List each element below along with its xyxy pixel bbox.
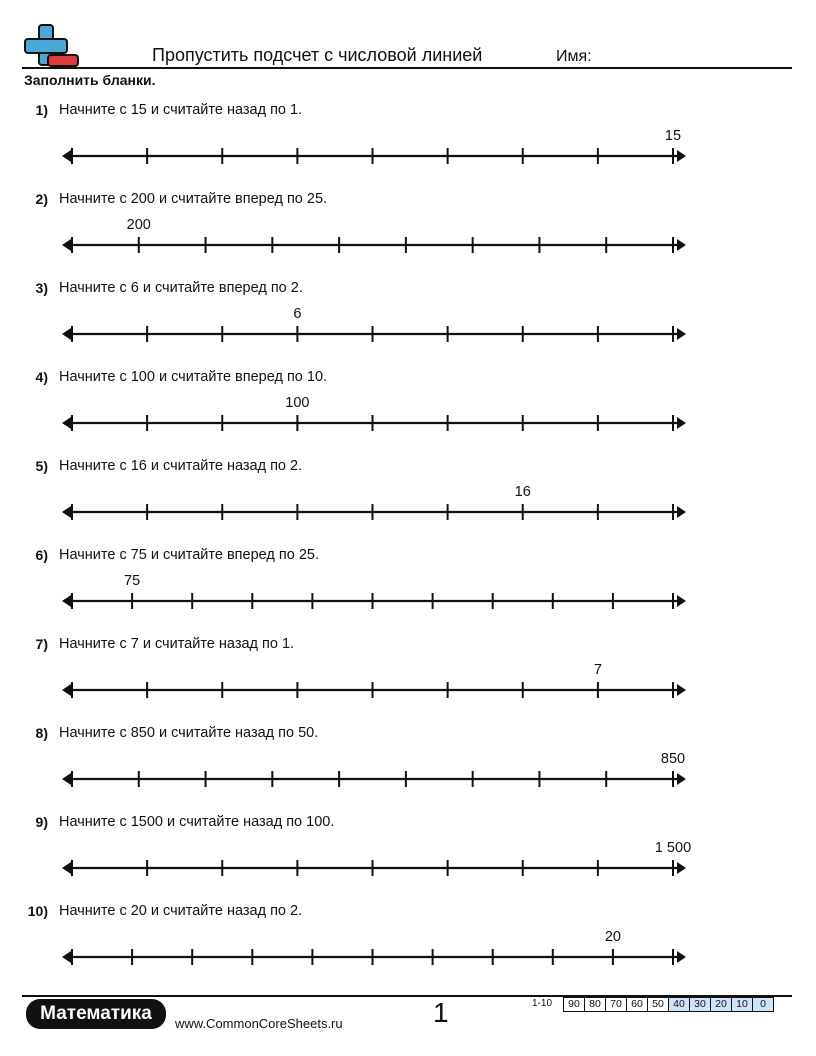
number-line [60,832,690,892]
right-arrow-icon [677,862,686,874]
given-value-label: 15 [664,128,682,144]
problem-8 [0,725,816,814]
problem-text: Начните с 15 и считайте назад по 1. [59,102,303,118]
given-value-label: 6 [293,306,302,322]
left-arrow-icon [62,417,71,429]
right-arrow-icon [677,506,686,518]
number-line [60,654,690,714]
problem-text: Начните с 7 и считайте назад по 1. [59,636,295,652]
problem-text: Начните с 100 и считайте вперед по 10. [59,369,328,385]
number-line [60,120,690,180]
score-range-label: 1-10 [532,998,553,1009]
left-arrow-icon [62,328,71,340]
right-arrow-icon [677,239,686,251]
right-arrow-icon [677,595,686,607]
score-cell: 60 [626,997,648,1012]
problem-number: 5) [35,458,48,474]
instructions: Заполнить бланки. [24,72,156,88]
problem-4 [0,369,816,458]
site-url: www.CommonCoreSheets.ru [175,1016,343,1031]
score-cell: 0 [752,997,774,1012]
given-value-label: 75 [124,573,141,589]
left-arrow-icon [62,239,71,251]
problem-number: 9) [35,814,48,830]
right-arrow-icon [677,417,686,429]
plus-minus-logo-icon [22,22,80,70]
problem-9 [0,814,816,903]
left-arrow-icon [62,951,71,963]
problem-number: 3) [35,280,48,296]
problem-text: Начните с 75 и считайте вперед по 25. [59,547,319,563]
given-value-label: 100 [285,395,310,411]
problem-3 [0,280,816,369]
worksheet-title: Пропустить подсчет с числовой линией [152,45,483,65]
problem-2 [0,191,816,280]
number-line [60,743,690,803]
given-value-label: 200 [126,217,151,233]
problem-text: Начните с 16 и считайте назад по 2. [59,458,303,474]
score-cell: 90 [563,997,585,1012]
left-arrow-icon [62,684,71,696]
problem-number: 6) [35,547,48,563]
right-arrow-icon [677,150,686,162]
left-arrow-icon [62,773,71,785]
brand-badge: Математика [26,999,166,1029]
problem-10 [0,903,816,992]
number-line [60,476,690,536]
score-cell: 20 [710,997,732,1012]
score-cell: 50 [647,997,669,1012]
problem-number: 4) [35,369,48,385]
problem-text: Начните с 20 и считайте назад по 2. [59,903,303,919]
problem-text: Начните с 1500 и считайте назад по 100. [59,814,335,830]
problem-5 [0,458,816,547]
left-arrow-icon [62,862,71,874]
problem-number: 8) [35,725,48,741]
number-line [60,565,690,625]
name-field-label: Имя: [556,48,592,65]
header-divider [22,67,792,69]
number-line [60,387,690,447]
left-arrow-icon [62,595,71,607]
problem-number: 2) [35,191,48,207]
problem-7 [0,636,816,725]
score-cell: 70 [605,997,627,1012]
right-arrow-icon [677,773,686,785]
score-table [532,997,774,1012]
problem-number: 10) [27,903,48,919]
score-cell: 40 [668,997,690,1012]
problem-number: 1) [35,102,48,118]
problem-text: Начните с 850 и считайте назад по 50. [59,725,319,741]
problem-1 [0,102,816,191]
page-number: 1 [433,997,449,1028]
score-cell: 80 [584,997,606,1012]
right-arrow-icon [677,951,686,963]
problem-text: Начните с 6 и считайте вперед по 2. [59,280,303,296]
number-line [60,298,690,358]
left-arrow-icon [62,506,71,518]
number-line [60,921,690,981]
score-cell: 10 [731,997,753,1012]
given-value-label: 20 [604,929,621,945]
right-arrow-icon [677,328,686,340]
problem-text: Начните с 200 и считайте вперед по 25. [59,191,328,207]
number-line [60,209,690,269]
right-arrow-icon [677,684,686,696]
given-value-label: 850 [660,751,686,767]
left-arrow-icon [62,150,71,162]
score-cell: 30 [689,997,711,1012]
given-value-label: 7 [593,662,602,678]
problem-number: 7) [35,636,48,652]
given-value-label: 1 500 [654,840,692,856]
given-value-label: 16 [514,484,531,500]
problem-6 [0,547,816,636]
